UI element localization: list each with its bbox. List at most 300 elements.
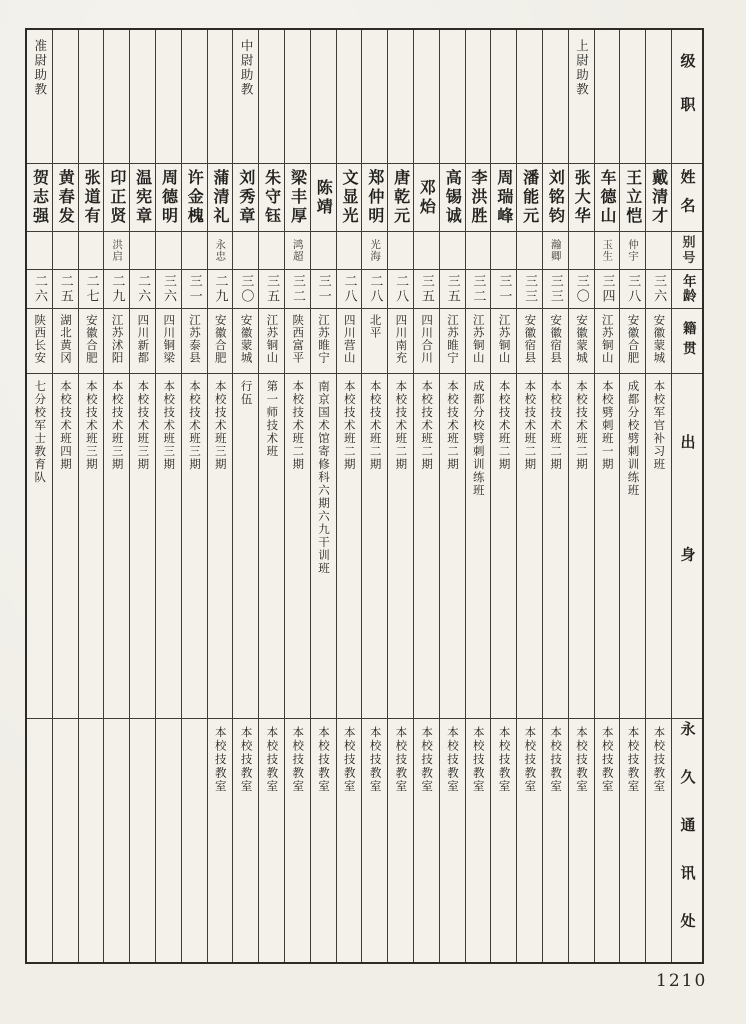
- person-column: [258, 30, 284, 962]
- name-value: 朱守钰: [262, 169, 282, 226]
- name-value: 周德明: [159, 169, 179, 226]
- rank-cell: [362, 30, 387, 164]
- address-cell: [182, 719, 207, 962]
- rank-cell: [517, 30, 542, 164]
- header-origin-label: 出身: [678, 433, 697, 659]
- address-cell: [491, 719, 516, 962]
- name-cell: [53, 164, 78, 232]
- name-value: 张大华: [572, 169, 592, 226]
- rank-cell: [440, 30, 465, 164]
- origin-value: 本校技术班三期: [110, 380, 125, 471]
- native-place-value: 四川营山: [342, 314, 357, 364]
- name-cell: [620, 164, 645, 232]
- age-cell: [543, 270, 568, 309]
- header-address: [672, 719, 702, 962]
- age-cell: [130, 270, 155, 309]
- alias-value: 洪启: [111, 239, 124, 262]
- address-value: 本校技教室: [652, 726, 667, 794]
- address-cell: [646, 719, 671, 962]
- name-value: 梁丰厚: [288, 169, 308, 226]
- name-cell: [517, 164, 542, 232]
- rank-cell: [208, 30, 233, 164]
- native-place-value: 江苏铜山: [497, 314, 512, 364]
- rank-cell: [259, 30, 284, 164]
- name-cell: [337, 164, 362, 232]
- native-place-cell: [259, 309, 284, 374]
- person-column: [129, 30, 155, 962]
- person-column: [516, 30, 542, 962]
- rank-cell: [491, 30, 516, 164]
- address-cell: [440, 719, 465, 962]
- age-value: 二六: [135, 274, 151, 304]
- person-column: [465, 30, 491, 962]
- origin-cell: [414, 374, 439, 719]
- header-age: [672, 270, 702, 309]
- address-value: 本校技教室: [445, 726, 460, 794]
- age-value: 三六: [160, 274, 176, 304]
- native-place-value: 四川南充: [394, 314, 409, 364]
- native-place-value: 安徽合肥: [626, 314, 641, 364]
- alias-cell: [337, 232, 362, 270]
- origin-cell: [440, 374, 465, 719]
- person-column: [413, 30, 439, 962]
- origin-cell: [466, 374, 491, 719]
- age-value: 三一: [315, 274, 331, 304]
- native-place-cell: [337, 309, 362, 374]
- age-value: 三〇: [573, 274, 589, 304]
- name-value: 戴清才: [649, 169, 669, 226]
- header-alias: [672, 232, 702, 270]
- person-column: [336, 30, 362, 962]
- name-value: 蒲清礼: [211, 169, 231, 226]
- address-cell: [388, 719, 413, 962]
- age-cell: [79, 270, 104, 309]
- age-cell: [156, 270, 181, 309]
- native-place-value: 湖北黄冈: [59, 314, 74, 364]
- native-place-value: 江苏铜山: [471, 314, 486, 364]
- origin-value: 七分校军士教育队: [33, 380, 48, 484]
- name-value: 文显光: [340, 169, 360, 226]
- alias-value: 瀚卿: [549, 239, 562, 262]
- rank-cell: [79, 30, 104, 164]
- rank-cell: [543, 30, 568, 164]
- name-value: 许金槐: [185, 169, 205, 226]
- origin-cell: [595, 374, 620, 719]
- rank-cell: [130, 30, 155, 164]
- native-place-value: 四川新都: [136, 314, 151, 364]
- age-cell: [182, 270, 207, 309]
- rank-cell: [27, 30, 52, 164]
- name-cell: [311, 164, 336, 232]
- address-value: 本校技教室: [574, 726, 589, 794]
- age-value: 二九: [212, 274, 228, 304]
- native-place-value: 安徽合肥: [84, 314, 99, 364]
- header-origin: [672, 374, 702, 719]
- header-native-place: [672, 309, 702, 374]
- age-cell: [259, 270, 284, 309]
- header-name: [672, 164, 702, 232]
- age-value: 二七: [83, 274, 99, 304]
- age-value: 二八: [393, 274, 409, 304]
- age-cell: [27, 270, 52, 309]
- origin-cell: [337, 374, 362, 719]
- alias-value: 光海: [369, 239, 382, 262]
- table-header-column: [671, 30, 702, 962]
- name-cell: [440, 164, 465, 232]
- age-value: 三二: [289, 274, 305, 304]
- age-value: 三〇: [238, 274, 254, 304]
- origin-cell: [259, 374, 284, 719]
- native-place-cell: [182, 309, 207, 374]
- person-column: [542, 30, 568, 962]
- address-cell: [104, 719, 129, 962]
- native-place-value: 陕西富平: [291, 314, 306, 364]
- address-cell: [27, 719, 52, 962]
- alias-cell: [130, 232, 155, 270]
- address-cell: [53, 719, 78, 962]
- native-place-cell: [646, 309, 671, 374]
- alias-cell: [595, 232, 620, 270]
- age-cell: [208, 270, 233, 309]
- origin-value: 本校技术班二期: [497, 380, 512, 471]
- name-cell: [569, 164, 594, 232]
- name-cell: [414, 164, 439, 232]
- origin-cell: [130, 374, 155, 719]
- alias-cell: [517, 232, 542, 270]
- age-cell: [337, 270, 362, 309]
- age-value: 三五: [264, 274, 280, 304]
- origin-value: 本校技术班二期: [549, 380, 564, 471]
- alias-cell: [388, 232, 413, 270]
- address-cell: [259, 719, 284, 962]
- address-cell: [208, 719, 233, 962]
- native-place-cell: [233, 309, 258, 374]
- native-place-value: 陕西长安: [33, 314, 48, 364]
- address-cell: [595, 719, 620, 962]
- name-value: 唐乾元: [391, 169, 411, 226]
- alias-cell: [156, 232, 181, 270]
- address-cell: [285, 719, 310, 962]
- name-value: 邓炲: [417, 178, 437, 217]
- origin-cell: [569, 374, 594, 719]
- name-cell: [543, 164, 568, 232]
- rank-cell: [182, 30, 207, 164]
- native-place-value: 江苏沭阳: [110, 314, 125, 364]
- name-value: 李洪胜: [469, 169, 489, 226]
- name-cell: [466, 164, 491, 232]
- name-value: 黄春发: [56, 169, 76, 226]
- alias-cell: [259, 232, 284, 270]
- alias-cell: [285, 232, 310, 270]
- personnel-roster-table: [25, 28, 704, 964]
- address-value: 本校技教室: [600, 726, 615, 794]
- person-column: [284, 30, 310, 962]
- name-cell: [233, 164, 258, 232]
- rank-cell: [595, 30, 620, 164]
- rank-cell: [233, 30, 258, 164]
- origin-cell: [182, 374, 207, 719]
- name-cell: [27, 164, 52, 232]
- address-value: 本校技教室: [265, 726, 280, 794]
- alias-value: 鸿超: [291, 239, 304, 262]
- age-value: 三一: [496, 274, 512, 304]
- native-place-cell: [517, 309, 542, 374]
- alias-cell: [27, 232, 52, 270]
- name-value: 温宪章: [133, 169, 153, 226]
- origin-value: 本校技术班二期: [394, 380, 409, 471]
- origin-value: 本校技术班三期: [162, 380, 177, 471]
- person-column: [439, 30, 465, 962]
- rank-cell: [414, 30, 439, 164]
- header-rank-label: 级职: [678, 53, 697, 140]
- native-place-value: 江苏铜山: [265, 314, 280, 364]
- origin-cell: [517, 374, 542, 719]
- address-value: 本校技教室: [213, 726, 228, 794]
- person-column: [361, 30, 387, 962]
- name-cell: [491, 164, 516, 232]
- origin-cell: [311, 374, 336, 719]
- origin-cell: [79, 374, 104, 719]
- origin-cell: [104, 374, 129, 719]
- address-cell: [156, 719, 181, 962]
- name-cell: [156, 164, 181, 232]
- native-place-cell: [79, 309, 104, 374]
- address-value: 本校技教室: [523, 726, 538, 794]
- age-cell: [414, 270, 439, 309]
- name-cell: [208, 164, 233, 232]
- name-value: 潘能元: [520, 169, 540, 226]
- age-cell: [491, 270, 516, 309]
- native-place-value: 安徽宿县: [549, 314, 564, 364]
- person-column: [619, 30, 645, 962]
- rank-cell: [53, 30, 78, 164]
- name-value: 张道有: [82, 169, 102, 226]
- person-column: [387, 30, 413, 962]
- alias-cell: [208, 232, 233, 270]
- person-column: [310, 30, 336, 962]
- alias-cell: [440, 232, 465, 270]
- person-column: [155, 30, 181, 962]
- name-value: 郑仲明: [365, 169, 385, 226]
- header-address-label: 永久通讯处: [678, 720, 697, 961]
- native-place-cell: [620, 309, 645, 374]
- address-value: 本校技教室: [420, 726, 435, 794]
- origin-cell: [27, 374, 52, 719]
- native-place-cell: [104, 309, 129, 374]
- origin-value: 本校技术班二期: [342, 380, 357, 471]
- age-cell: [646, 270, 671, 309]
- native-place-cell: [362, 309, 387, 374]
- name-cell: [362, 164, 387, 232]
- origin-value: 行伍: [239, 380, 254, 406]
- person-column: [103, 30, 129, 962]
- native-place-cell: [130, 309, 155, 374]
- origin-cell: [53, 374, 78, 719]
- address-cell: [130, 719, 155, 962]
- age-value: 二五: [57, 274, 73, 304]
- origin-value: 本校技术班三期: [213, 380, 228, 471]
- native-place-cell: [285, 309, 310, 374]
- rank-value: 中尉助教: [239, 39, 255, 97]
- native-place-value: 四川铜梁: [162, 314, 177, 364]
- origin-value: 本校技术班三期: [84, 380, 99, 471]
- age-value: 二六: [31, 274, 47, 304]
- age-cell: [388, 270, 413, 309]
- name-value: 周瑞峰: [494, 169, 514, 226]
- alias-cell: [569, 232, 594, 270]
- name-cell: [595, 164, 620, 232]
- person-column: [52, 30, 78, 962]
- name-cell: [646, 164, 671, 232]
- age-value: 三二: [470, 274, 486, 304]
- native-place-cell: [311, 309, 336, 374]
- name-cell: [130, 164, 155, 232]
- native-place-value: 江苏睢宁: [445, 314, 460, 364]
- rank-cell: [311, 30, 336, 164]
- page-number: 1210: [656, 971, 708, 991]
- alias-cell: [182, 232, 207, 270]
- native-place-cell: [491, 309, 516, 374]
- address-value: 本校技教室: [497, 726, 512, 794]
- address-cell: [311, 719, 336, 962]
- origin-cell: [646, 374, 671, 719]
- native-place-cell: [156, 309, 181, 374]
- origin-value: 本校技术班二期: [368, 380, 383, 471]
- age-cell: [362, 270, 387, 309]
- native-place-value: 四川合川: [420, 314, 435, 364]
- rank-cell: [104, 30, 129, 164]
- alias-cell: [311, 232, 336, 270]
- age-cell: [620, 270, 645, 309]
- age-cell: [595, 270, 620, 309]
- alias-value: 永忠: [214, 239, 227, 262]
- native-place-cell: [569, 309, 594, 374]
- age-cell: [104, 270, 129, 309]
- native-place-value: 安徽合肥: [213, 314, 228, 364]
- person-column: [645, 30, 671, 962]
- alias-cell: [491, 232, 516, 270]
- native-place-cell: [27, 309, 52, 374]
- age-value: 二八: [341, 274, 357, 304]
- origin-cell: [491, 374, 516, 719]
- origin-value: 南京国术馆寄修科六期六九干训班: [316, 380, 331, 575]
- origin-value: 本校劈刺班一期: [600, 380, 615, 471]
- person-column: [568, 30, 594, 962]
- address-value: 本校技教室: [549, 726, 564, 794]
- address-value: 本校技教室: [471, 726, 486, 794]
- address-cell: [569, 719, 594, 962]
- header-age-label: 年龄: [679, 274, 696, 304]
- age-value: 三六: [651, 274, 667, 304]
- origin-cell: [362, 374, 387, 719]
- origin-value: 成都分校劈刺训练班: [471, 380, 486, 497]
- age-cell: [517, 270, 542, 309]
- alias-cell: [233, 232, 258, 270]
- origin-value: 本校技术班二期: [574, 380, 589, 471]
- native-place-value: 江苏睢宁: [316, 314, 331, 364]
- address-cell: [517, 719, 542, 962]
- origin-value: 本校技术班四期: [59, 380, 74, 471]
- origin-cell: [285, 374, 310, 719]
- address-value: 本校技教室: [368, 726, 383, 794]
- address-cell: [414, 719, 439, 962]
- native-place-cell: [466, 309, 491, 374]
- age-cell: [53, 270, 78, 309]
- origin-cell: [156, 374, 181, 719]
- name-cell: [259, 164, 284, 232]
- rank-cell: [646, 30, 671, 164]
- origin-value: 本校技术班二期: [420, 380, 435, 471]
- origin-value: 本校军官补习班: [652, 380, 667, 471]
- native-place-cell: [543, 309, 568, 374]
- name-cell: [182, 164, 207, 232]
- origin-value: 本校技术班二期: [523, 380, 538, 471]
- age-value: 三三: [522, 274, 538, 304]
- native-place-cell: [388, 309, 413, 374]
- alias-cell: [414, 232, 439, 270]
- origin-cell: [233, 374, 258, 719]
- address-value: 本校技教室: [291, 726, 306, 794]
- origin-value: 成都分校劈刺训练班: [626, 380, 641, 497]
- rank-cell: [466, 30, 491, 164]
- alias-cell: [79, 232, 104, 270]
- native-place-cell: [414, 309, 439, 374]
- age-cell: [233, 270, 258, 309]
- rank-value: 上尉助教: [574, 39, 590, 97]
- native-place-cell: [53, 309, 78, 374]
- name-value: 贺志强: [30, 169, 50, 226]
- age-value: 三一: [186, 274, 202, 304]
- native-place-value: 北平: [368, 314, 383, 339]
- origin-value: 本校技术班二期: [291, 380, 306, 471]
- name-cell: [285, 164, 310, 232]
- age-cell: [311, 270, 336, 309]
- age-value: 三八: [625, 274, 641, 304]
- name-value: 陈靖: [314, 178, 334, 217]
- header-native-place-label: 籍贯: [679, 320, 696, 362]
- origin-cell: [208, 374, 233, 719]
- name-value: 车德山: [598, 169, 617, 226]
- name-cell: [104, 164, 129, 232]
- alias-cell: [543, 232, 568, 270]
- alias-cell: [362, 232, 387, 270]
- origin-value: 本校技术班二期: [445, 380, 460, 471]
- alias-cell: [53, 232, 78, 270]
- age-value: 三五: [444, 274, 460, 304]
- name-value: 刘秀章: [236, 169, 256, 226]
- address-value: 本校技教室: [316, 726, 331, 794]
- age-value: 三四: [599, 274, 615, 304]
- name-cell: [388, 164, 413, 232]
- name-value: 刘铭钧: [546, 169, 566, 226]
- origin-cell: [388, 374, 413, 719]
- alias-cell: [620, 232, 645, 270]
- person-column: [78, 30, 104, 962]
- header-alias-label: 别号: [679, 234, 695, 267]
- person-column: [181, 30, 207, 962]
- address-value: 本校技教室: [342, 726, 357, 794]
- native-place-value: 江苏泰县: [188, 314, 202, 364]
- address-value: 本校技教室: [626, 726, 641, 794]
- alias-value: 仲宇: [627, 239, 640, 262]
- age-value: 三三: [547, 274, 563, 304]
- native-place-cell: [440, 309, 465, 374]
- address-cell: [362, 719, 387, 962]
- header-rank: [672, 30, 702, 164]
- address-cell: [620, 719, 645, 962]
- rank-cell: [388, 30, 413, 164]
- age-value: 二九: [109, 274, 125, 304]
